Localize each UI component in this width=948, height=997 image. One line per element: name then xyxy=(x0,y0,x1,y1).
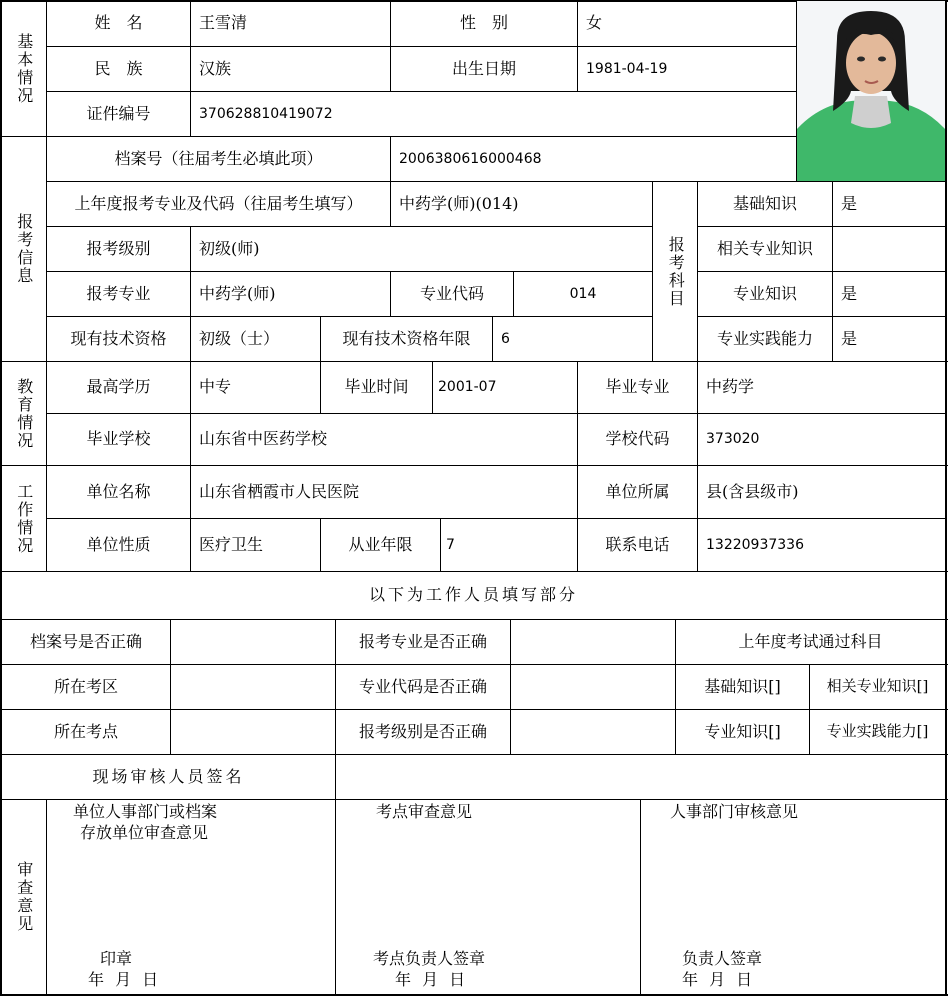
unit-type-value[interactable]: 医疗卫生 xyxy=(199,534,264,554)
ethnic-label: 民 族 xyxy=(94,58,143,78)
exam-area-label: 所在考区 xyxy=(53,676,118,696)
degree-value[interactable]: 中专 xyxy=(199,377,232,397)
section-exam: 报考信息 xyxy=(14,213,34,285)
gender-value[interactable]: 女 xyxy=(586,13,603,33)
subject-practice-value[interactable]: 是 xyxy=(841,328,858,348)
hr-review-date: 年 月 日 xyxy=(682,970,756,989)
staff-header: 以下为工作人员填写部分 xyxy=(368,585,578,605)
subject-related-label: 相关专业知识 xyxy=(716,238,813,258)
border-right xyxy=(945,0,947,996)
school-value[interactable]: 山东省中医药学校 xyxy=(199,429,328,449)
subject-practice-label: 专业实践能力 xyxy=(716,328,813,348)
birth-value[interactable]: 1981-04-19 xyxy=(586,60,668,77)
qualification-label: 现有技术资格 xyxy=(70,328,167,348)
ethnic-value[interactable]: 汉族 xyxy=(199,58,232,78)
site-review-date: 年 月 日 xyxy=(395,970,469,989)
degree-label: 最高学历 xyxy=(86,377,151,397)
years-label: 从业年限 xyxy=(348,534,413,554)
code-value[interactable]: 014 xyxy=(569,285,597,302)
id-value[interactable]: 370628810419072 xyxy=(199,105,333,122)
section-subjects: 报考科目 xyxy=(666,235,686,308)
level-check-field[interactable] xyxy=(511,710,675,754)
unit-value[interactable]: 山东省栖霞市人民医院 xyxy=(199,481,360,501)
section-review: 审查意见 xyxy=(14,861,34,933)
grad-time-label: 毕业时间 xyxy=(344,377,409,397)
code-check-field[interactable] xyxy=(511,665,675,709)
unit-review-title-line1: 单位人事部门或档案 xyxy=(73,802,218,821)
exam-site-label: 所在考点 xyxy=(53,721,118,741)
unit-level-label: 单位所属 xyxy=(605,481,670,501)
school-label: 毕业学校 xyxy=(86,429,151,449)
unit-level-value[interactable]: 县(含县级市) xyxy=(706,481,799,501)
section-work: 工作情况 xyxy=(14,482,34,555)
section-education: 教育情况 xyxy=(14,377,34,450)
unit-review-title-line2: 存放单位审查意见 xyxy=(80,823,209,842)
last-major-value[interactable]: 中药学(师)(014) xyxy=(399,193,519,213)
hr-review-title: 人事部门审核意见 xyxy=(670,802,799,821)
level-value[interactable]: 初级(师) xyxy=(199,238,260,258)
major-value[interactable]: 中药学(师) xyxy=(199,283,276,303)
subject-major-value[interactable]: 是 xyxy=(841,283,858,303)
passed-basic-checkbox[interactable]: 基础知识[] xyxy=(704,676,781,696)
major-label: 报考专业 xyxy=(86,283,151,303)
exam-site-field[interactable] xyxy=(171,710,335,754)
subject-major-label: 专业知识 xyxy=(732,283,797,303)
archive-value[interactable]: 2006380616000468 xyxy=(399,150,542,167)
passed-major-checkbox[interactable]: 专业知识[] xyxy=(704,721,781,741)
passed-related-checkbox[interactable]: 相关专业知识[] xyxy=(826,677,929,696)
name-value[interactable]: 王雪清 xyxy=(199,13,248,33)
subject-basic-label: 基础知识 xyxy=(732,193,797,213)
major-check-field[interactable] xyxy=(511,620,675,664)
phone-value[interactable]: 13220937336 xyxy=(706,536,804,553)
exam-area-field[interactable] xyxy=(171,665,335,709)
code-label: 专业代码 xyxy=(419,283,484,303)
qualification-years-label: 现有技术资格年限 xyxy=(342,328,471,348)
school-code-label: 学校代码 xyxy=(605,429,670,449)
major-check-label: 报考专业是否正确 xyxy=(358,631,487,651)
hr-seal-label: 负责人签章 xyxy=(682,949,763,968)
unit-seal-label: 印章 xyxy=(100,949,133,968)
last-major-label: 上年度报考专业及代码（往届考生填写） xyxy=(74,193,363,213)
section-basic: 基本情况 xyxy=(14,32,34,105)
unit-review-date: 年 月 日 xyxy=(88,970,162,989)
qualification-years-value[interactable]: 6 xyxy=(501,330,510,347)
archive-check-field[interactable] xyxy=(171,620,335,664)
school-code-value[interactable]: 373020 xyxy=(706,431,760,448)
id-label: 证件编号 xyxy=(86,103,151,123)
archive-label: 档案号（往届考生必填此项） xyxy=(114,148,323,168)
level-label: 报考级别 xyxy=(86,238,151,258)
site-review-title: 考点审查意见 xyxy=(376,802,473,821)
name-label: 姓 名 xyxy=(94,13,143,33)
years-value[interactable]: 7 xyxy=(446,536,455,553)
qualification-value[interactable]: 初级（士） xyxy=(199,328,280,348)
border-bottom xyxy=(0,994,948,996)
code-check-label: 专业代码是否正确 xyxy=(358,676,487,696)
subject-basic-value[interactable]: 是 xyxy=(841,193,858,213)
unit-type-label: 单位性质 xyxy=(86,534,151,554)
gender-label: 性 别 xyxy=(459,13,508,33)
signer-field[interactable] xyxy=(336,755,945,799)
grad-major-label: 毕业专业 xyxy=(605,377,670,397)
signer-label: 现场审核人员签名 xyxy=(92,766,245,786)
grad-time-value[interactable]: 2001-07 xyxy=(438,379,497,396)
birth-label: 出生日期 xyxy=(451,58,516,78)
phone-label: 联系电话 xyxy=(605,534,670,554)
passed-practice-checkbox[interactable]: 专业实践能力[] xyxy=(826,722,929,741)
site-seal-label: 考点负责人签章 xyxy=(373,949,486,968)
passed-subjects-label: 上年度考试通过科目 xyxy=(738,631,883,651)
subject-related-value[interactable] xyxy=(833,227,945,271)
unit-label: 单位名称 xyxy=(86,481,151,501)
applicant-photo xyxy=(797,1,945,181)
archive-check-label: 档案号是否正确 xyxy=(29,631,142,651)
level-check-label: 报考级别是否正确 xyxy=(358,721,487,741)
grad-major-value[interactable]: 中药学 xyxy=(706,377,755,397)
